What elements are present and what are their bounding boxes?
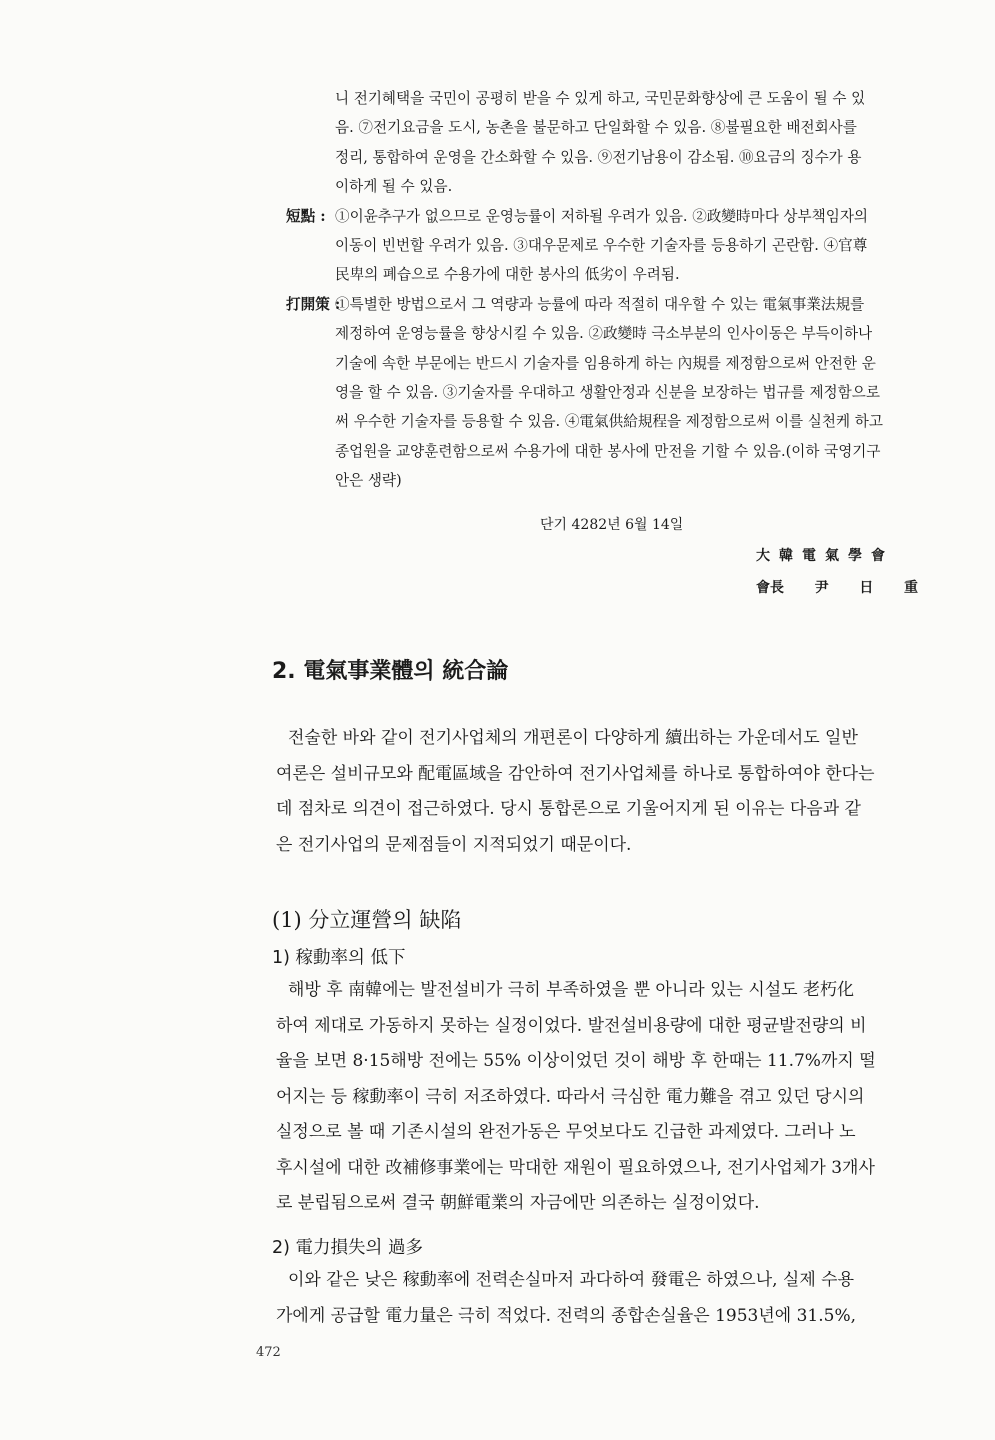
quote-line <box>286 202 936 231</box>
paragraph-line: 율을 보면 8·15해방 전에는 55% 이상이었던 것이 해방 후 한때는 11.7%까지 떨 <box>276 1051 876 1071</box>
quote-line: 기술에 속한 부문에는 반드시 기술자를 임용하게 하는 內規를 제정함으로써 안전한 운 <box>335 354 876 372</box>
quote-line <box>286 290 936 319</box>
paragraph-line: 해방 후 南韓에는 발전설비가 극히 부족하였을 뿐 아니라 있는 시설도 老朽化 <box>288 980 855 1000</box>
paragraph-line: 후시설에 대한 改補修事業에는 막대한 재원이 필요하였으나, 전기사업체가 3개사 <box>276 1157 875 1178</box>
paragraph-line: 은 전기사업의 문제점들이 지적되었기 때문이다. <box>276 834 632 855</box>
paragraph-line: 로 분립됨으로써 결국 朝鮮電業의 자금에만 의존하는 실정이었다. <box>276 1193 760 1213</box>
paragraph-line: 하여 제대로 가동하지 못하는 실정이었다. 발전설비용량에 대한 평균발전량의 비 <box>276 1015 867 1036</box>
quote-line: 니 전기혜택을 국민이 공평히 받을 수 있게 하고, 국민문화향상에 큰 도움이 될 수 있 <box>335 90 866 107</box>
body-paragraph <box>276 721 938 863</box>
quote-line: 음. ⑦전기요금을 도시, 농촌을 불문하고 단일화할 수 있음. ⑧불필요한 배전회사를 <box>335 119 857 137</box>
signatory <box>756 577 918 597</box>
page-number: 472 <box>256 1345 281 1360</box>
subsection-heading: (1) 分立運營의 缺陷 <box>272 908 462 932</box>
paragraph-line: 전술한 바와 같이 전기사업체의 개편론이 다양하게 續出하는 가운데서도 일반 <box>288 728 858 748</box>
paragraph-line: 어지는 등 稼動率이 극히 저조하였다. 따라서 극심한 電力難을 겪고 있던 당시의 <box>276 1086 865 1107</box>
quote-line: 영을 할 수 있음. ③기술자를 우대하고 생활안정과 신분을 보장하는 법규를 제정함으로 <box>335 384 880 402</box>
item-heading: 2) 電力損失의 過多 <box>272 1238 423 1258</box>
body-paragraph <box>276 1263 938 1334</box>
paragraph-line: 데 점차로 의견이 접근하였다. 당시 통합론으로 기울어지게 된 이유는 다음과 같 <box>276 799 861 819</box>
signatory-name-part: 重 <box>903 580 918 596</box>
quote-line: 종업원을 교양훈련함으로써 수용가에 대한 봉사에 만전을 기할 수 있음.(이하 국영기구 <box>335 442 881 460</box>
signatory-title: 會長 <box>756 580 784 596</box>
remedy-label: 打開策 : <box>286 295 341 313</box>
quote-line: 이하게 될 수 있음. <box>335 178 453 196</box>
shortcomings-label: 短點 : <box>286 207 326 225</box>
quote-line: 民卑의 폐습으로 수용가에 대한 봉사의 低劣이 우려됨. <box>335 266 680 284</box>
signing-organization: 大韓電氣學會 <box>756 548 894 564</box>
quote-line-text: ①특별한 방법으로서 그 역량과 능률에 따라 적절히 대우할 수 있는 電氣事業法規를 <box>335 295 865 313</box>
quote-line: 정리, 통합하여 운영을 간소화할 수 있음. ⑨전기남용이 감소됨. ⑩요금의 징수가 용 <box>335 148 862 166</box>
quoted-memorandum <box>286 84 936 496</box>
section-heading: 2. 電氣事業體의 統合論 <box>272 659 509 684</box>
quote-line-text: ①이윤추구가 없으므로 운영능률이 저하될 우려가 있음. ②政變時마다 상부책임자의 <box>335 207 869 225</box>
signatory-name-part: 日 <box>859 580 874 596</box>
memo-date: 단기 4282년 6월 14일 <box>540 517 684 533</box>
signatory-name-part: 尹 <box>814 580 829 596</box>
quote-line: 써 우수한 기술자를 등용할 수 있음. ④電氣供給規程을 제정함으로써 이를 실천케 하고 <box>335 413 883 431</box>
quote-line: 이동이 빈번할 우려가 있음. ③대우문제로 우수한 기술자를 등용하기 곤란함. ④官尊 <box>335 237 868 255</box>
paragraph-line: 가에게 공급할 電力量은 극히 적었다. 전력의 종합손실율은 1953년에 31.5%, <box>276 1305 857 1326</box>
paragraph-line: 여론은 설비규모와 配電區域을 감안하여 전기사업체를 하나로 통합하여야 한다는 <box>276 763 875 784</box>
quote-line: 안은 생략) <box>335 472 402 490</box>
item-heading: 1) 稼動率의 低下 <box>272 948 406 968</box>
quote-line: 제정하여 운영능률을 향상시킬 수 있음. ②政變時 극소부분의 인사이동은 부득이하나 <box>335 325 873 343</box>
paragraph-line: 실정으로 볼 때 기존시설의 완전가동은 무엇보다도 긴급한 과제였다. 그러나 노 <box>276 1122 856 1142</box>
paragraph-line: 이와 같은 낮은 稼動率에 전력손실마저 과다하여 發電은 하였으나, 실제 수용 <box>288 1270 855 1290</box>
body-paragraph <box>276 973 938 1222</box>
